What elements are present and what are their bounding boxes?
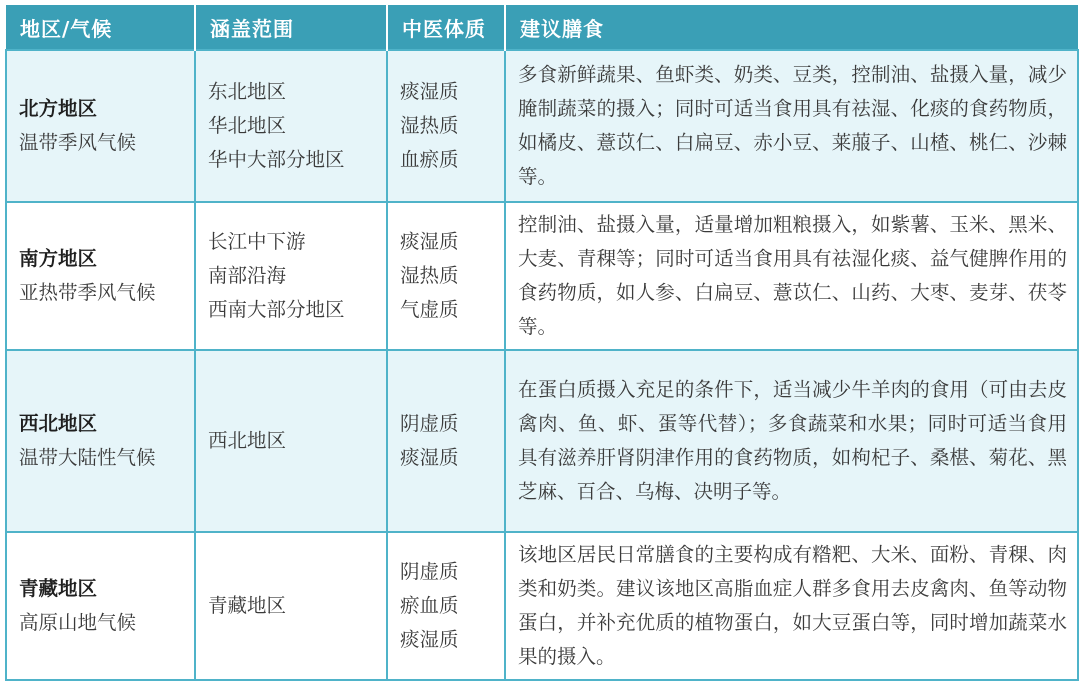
climate-name: 亚热带季风气候 [19, 281, 156, 304]
coverage-cell [195, 202, 387, 350]
constitution-item: 痰湿质 [400, 446, 459, 469]
region-cell [6, 202, 195, 350]
region-name: 西北地区 [19, 412, 98, 435]
region-name: 北方地区 [19, 97, 98, 120]
coverage-item: 长江中下游 [208, 230, 306, 253]
coverage-cell [195, 50, 387, 202]
constitution-item: 气虚质 [400, 298, 459, 321]
regional-diet-table [5, 5, 1079, 681]
diet-table-container [5, 5, 1077, 681]
table-row [6, 50, 1078, 202]
climate-name: 温带大陆性气候 [19, 446, 156, 469]
table-row [6, 350, 1078, 532]
coverage-cell [195, 350, 387, 532]
coverage-item: 东北地区 [208, 80, 287, 103]
header-region-climate: 地区/气候 [6, 5, 195, 50]
coverage-item: 西北地区 [208, 429, 287, 452]
constitution-item: 湿热质 [400, 264, 459, 287]
advice-cell: 多食新鲜蔬果、鱼虾类、奶类、豆类，控制油、盐摄入量，减少腌制蔬菜的摄入；同时可适当食用具有祛湿、化痰的食药物质，如橘皮、薏苡仁、白扁豆、赤小豆、莱菔子、山楂、桃仁、沙棘等。 [505, 50, 1078, 202]
coverage-item: 青藏地区 [208, 594, 287, 617]
constitution-item: 痰湿质 [400, 80, 459, 103]
constitution-cell [387, 350, 505, 532]
region-name: 青藏地区 [19, 577, 98, 600]
constitution-item: 瘀血质 [400, 594, 459, 617]
constitution-cell [387, 532, 505, 680]
coverage-cell [195, 532, 387, 680]
advice-cell: 控制油、盐摄入量，适量增加粗粮摄入，如紫薯、玉米、黑米、大麦、青稞等；同时可适当食用具有祛湿化痰、益气健脾作用的食药物质，如人参、白扁豆、薏苡仁、山药、大枣、麦芽、茯苓等。 [505, 202, 1078, 350]
constitution-item: 阴虚质 [400, 412, 459, 435]
climate-name: 高原山地气候 [19, 611, 137, 634]
coverage-item: 西南大部分地区 [208, 298, 345, 321]
constitution-item: 湿热质 [400, 114, 459, 137]
header-coverage: 涵盖范围 [195, 5, 387, 50]
constitution-item: 痰湿质 [400, 230, 459, 253]
coverage-item: 南部沿海 [208, 264, 287, 287]
constitution-item: 痰湿质 [400, 628, 459, 651]
coverage-item: 华北地区 [208, 114, 287, 137]
header-diet-advice: 建议膳食 [505, 5, 1078, 50]
climate-name: 温带季风气候 [19, 131, 137, 154]
region-cell [6, 350, 195, 532]
advice-cell: 该地区居民日常膳食的主要构成有糌粑、大米、面粉、青稞、肉类和奶类。建议该地区高脂血症人群多食用去皮禽肉、鱼等动物蛋白，并补充优质的植物蛋白，如大豆蛋白等，同时增加蔬菜水果的摄入。 [505, 532, 1078, 680]
constitution-cell [387, 50, 505, 202]
table-header-row [6, 5, 1078, 50]
advice-cell: 在蛋白质摄入充足的条件下，适当减少牛羊肉的食用（可由去皮禽肉、鱼、虾、蛋等代替）；多食蔬菜和水果；同时可适当食用具有滋养肝肾阴津作用的食药物质，如枸杞子、桑椹、菊花、黑芝麻、百合、乌梅、决明子等。 [505, 350, 1078, 532]
constitution-cell [387, 202, 505, 350]
region-name: 南方地区 [19, 247, 98, 270]
constitution-item: 血瘀质 [400, 148, 459, 171]
region-cell [6, 50, 195, 202]
table-row [6, 202, 1078, 350]
coverage-item: 华中大部分地区 [208, 148, 345, 171]
table-row [6, 532, 1078, 680]
constitution-item: 阴虚质 [400, 560, 459, 583]
region-cell [6, 532, 195, 680]
header-constitution: 中医体质 [387, 5, 505, 50]
